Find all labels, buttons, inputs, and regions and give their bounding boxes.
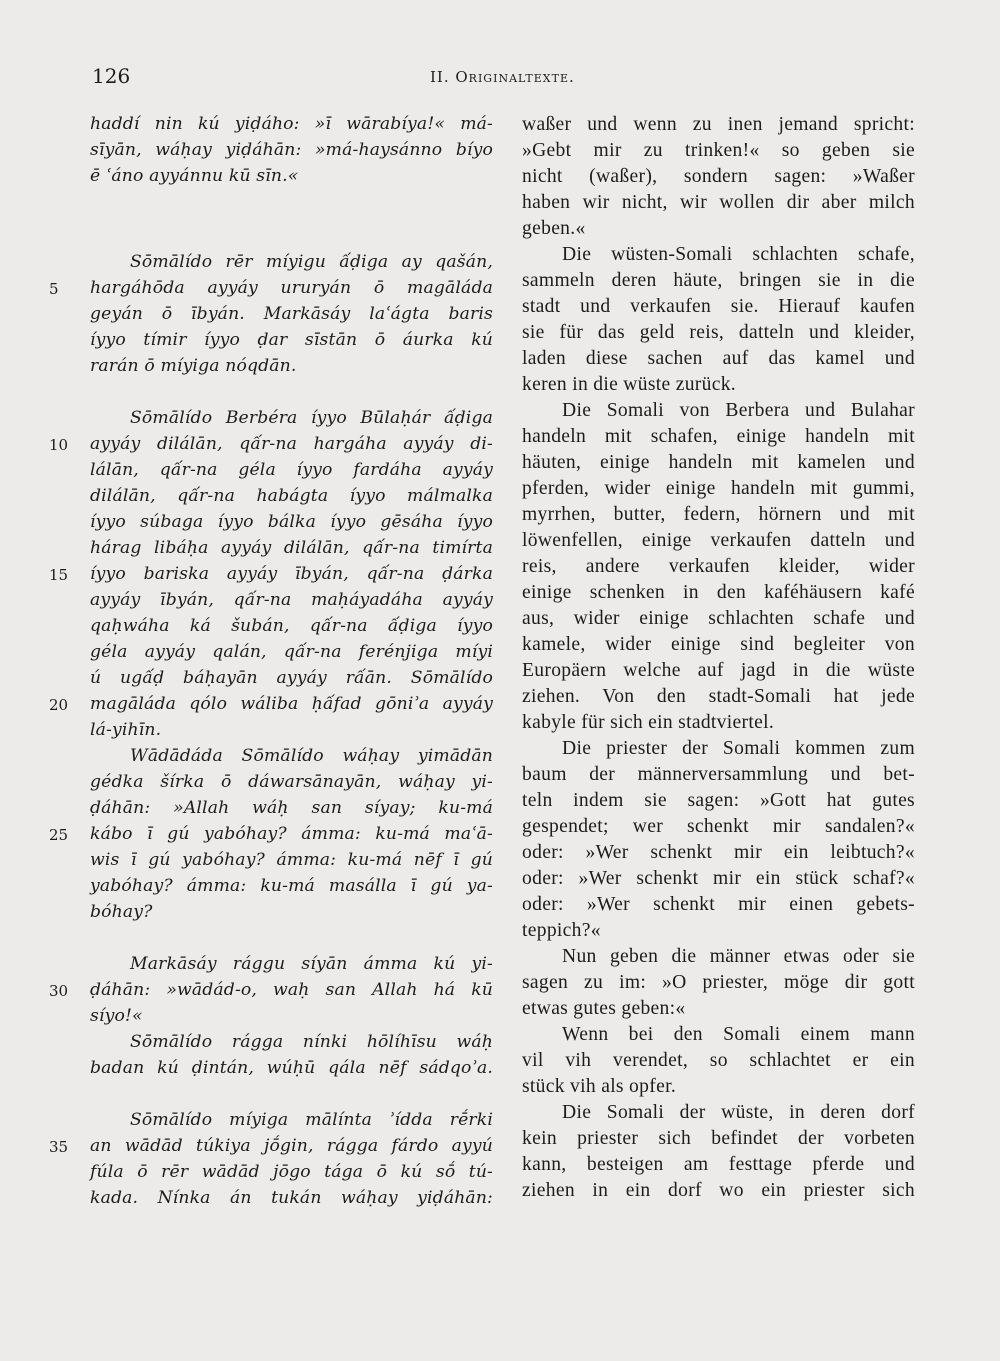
german-text-line: keren in die wüste zurück. (522, 374, 737, 395)
somali-text-line: íyyo tímir íyyo ḍar sīstān ō áurka kú (90, 330, 493, 350)
german-text-line: geben.« (522, 218, 586, 239)
somali-text-line: Sōmālído rēr míyigu ấḍiga ay qašán, (130, 252, 493, 272)
line-number: 10 (49, 436, 69, 454)
german-text-line: kein priester sich befindet der vorbeten (522, 1128, 915, 1149)
somali-text-line: rarán ō míyiga nóqdān. (90, 356, 297, 376)
german-text-line: oder: »Wer schenkt mir einen gebets- (522, 894, 915, 915)
german-text-line: ziehen. Von den stadt-Somali hat jede (522, 686, 915, 707)
somali-text-line: hargáhōda ayyáy ururyán ō magāláda (90, 278, 493, 298)
somali-text-line: Sōmālído Berbéra íyyo Būlaḥár ấḍiga (130, 408, 493, 428)
german-text-line: baum der männerversammlung und bet- (522, 764, 915, 785)
german-text-line: »Gebt mir zu trinken!« so geben sie (522, 140, 915, 161)
german-text-line: sammeln deren häute, bringen sie in die (522, 270, 915, 291)
somali-text-line: síyo!« (90, 1006, 143, 1026)
german-text-line: sagen zu im: »O priester, möge dir gott (522, 972, 915, 993)
german-text-line: myrrhen, butter, federn, hörnern und mit (522, 504, 915, 525)
german-text-line: haben wir nicht, wir wollen dir aber milch (522, 192, 915, 213)
somali-text-line: gédka šírka ō dáwarsānayān, wáḥay yi- (90, 772, 493, 792)
german-text-line: teppich?« (522, 920, 601, 941)
german-text-line: oder: »Wer schenkt mir ein leibtuch?« (522, 842, 915, 863)
line-number: 15 (49, 566, 69, 584)
somali-text-line: ē ʿáno ayyánnu kū sīn.« (90, 166, 299, 186)
german-text-line: teln indem sie sagen: »Gott hat gutes (522, 790, 915, 811)
somali-text-line: íyyo súbaga íyyo bálka íyyo gēsáha íyyo (90, 512, 493, 532)
german-text-line: ziehen in ein dorf wo ein priester sich (522, 1180, 915, 1201)
somali-text-line: ḍáhān: »Allah wáḥ san síyay; ku-má (90, 798, 493, 818)
somali-text-line: an wādād túkiya jṓgin, rágga fárdo ayyú (90, 1136, 493, 1156)
somali-text-line: haddí nin kú yiḍáho: »ī wārabíya!« má- (90, 114, 493, 134)
german-text-line: kamele, wider einige sind begleiter von (522, 634, 915, 655)
german-text-line: Die Somali der wüste, in deren dorf (562, 1102, 915, 1123)
german-text-line: Die Somali von Berbera und Bulahar (562, 400, 915, 421)
somali-text-line: qaḥwáha ká šubán, qấr-na ấḍiga íyyo (90, 616, 493, 636)
somali-text-line: geyán ō ībyán. Markāsáy laʿágta baris (90, 304, 493, 324)
german-text-line: sie für das geld reis, datteln und kleider, (522, 322, 915, 343)
german-text-line: pferden, wider einige handeln mit gummi, (522, 478, 915, 499)
german-text-line: vil vih verendet, so schlachtet er ein (522, 1050, 915, 1071)
german-text-line: etwas gutes geben:« (522, 998, 686, 1019)
german-text-line: löwenfellen, einige verkaufen datteln und (522, 530, 915, 551)
german-text-line: Die priester der Somali kommen zum (562, 738, 915, 759)
german-text-line: stadt und verkaufen sie. Hierauf kaufen (522, 296, 915, 317)
somali-text-line: hárag libáḥa ayyáy dilálān, qấr-na timírta (90, 538, 493, 558)
somali-text-line: bóhay? (90, 902, 153, 922)
somali-text-line: ú ugấḍ báḥayān ayyáy rấān. Sōmālído (90, 668, 493, 688)
german-text-line: aus, wider einige schlachten schafe und (522, 608, 915, 629)
german-text-line: Wenn bei den Somali einem mann (562, 1024, 915, 1045)
somali-text-line: kada. Nínka án tukán wáḥay yiḍáhān: (90, 1188, 493, 1208)
line-number: 25 (49, 826, 69, 844)
somali-text-line: lá-yihīn. (90, 720, 162, 740)
german-text-line: gespendet; wer schenkt mir sandalen?« (522, 816, 915, 837)
german-text-line: Nun geben die männer etwas oder sie (562, 946, 915, 967)
german-text-line: Europäern welche auf jagd in die wüste (522, 660, 915, 681)
german-text-line: häuten, einige handeln mit kamelen und (522, 452, 915, 473)
german-text-line: kabyle für sich ein stadtviertel. (522, 712, 775, 733)
somali-text-line: yabóhay? ámma: ku-má masálla ī gú ya- (90, 876, 493, 896)
somali-text-line: badan kú ḍintán, wúḥū qála nēf sádqoʾa. (90, 1058, 493, 1078)
german-text-line: handeln mit schafen, einige handeln mit (522, 426, 915, 447)
german-text-line: reis, andere verkaufen kleider, wider (522, 556, 915, 577)
somali-text-line: Wādādáda Sōmālído wáḥay yimādān (130, 746, 493, 766)
page-header (0, 64, 1000, 104)
somali-text-line: ḍáhān: »wādád-o, waḥ san Allah há kū (90, 980, 493, 1000)
german-text-line: oder: »Wer schenkt mir ein stück schaf?« (522, 868, 915, 889)
somali-text-line: sīyān, wáḥay yiḍáhān: »má-haysánno bíyo (90, 140, 493, 160)
somali-text-line: Sōmālído míyiga mālínta ʾídda rḗrki (130, 1110, 493, 1130)
somali-text-line: lálān, qấr-na géla íyyo fardáha ayyáy (90, 460, 493, 480)
german-text-line: kann, besteigen am festtage pferde und (522, 1154, 915, 1175)
german-text-line: Die wüsten-Somali schlachten schafe, (562, 244, 915, 265)
somali-text-line: dilálān, qấr-na habágta íyyo málmalka (90, 486, 493, 506)
page-number: 126 (92, 64, 131, 88)
somali-text-line: wis ī gú yabóhay? ámma: ku-má nēf ī gú (90, 850, 493, 870)
german-text-line: einige schenken in den kaféhäusern kafé (522, 582, 915, 603)
somali-text-line: géla ayyáy qalán, qấr-na ferénjiga míyi (90, 642, 493, 662)
line-number: 30 (49, 982, 69, 1000)
somali-text-line: Markāsáy rággu síyān ámma kú yi- (130, 954, 493, 974)
somali-text-line: fúla ō rēr wādād jōgo tága ō kú sṓ tú- (90, 1162, 493, 1182)
somali-text-line: ayyáy dilálān, qấr-na hargáha ayyáy di- (90, 434, 493, 454)
line-number: 20 (49, 696, 69, 714)
line-number: 35 (49, 1138, 69, 1156)
german-text-line: laden diese sachen auf das kamel und (522, 348, 915, 369)
somali-text-line: Sōmālído rágga nínki hōlíhīsu wáḥ (130, 1032, 493, 1052)
german-text-line: waßer und wenn zu inen jemand spricht: (522, 114, 915, 135)
line-number: 5 (49, 280, 59, 298)
somali-text-line: magāláda qólo wáliba ḥấfad gōniʾa ayyáy (90, 694, 493, 714)
german-text-line: stück vih als opfer. (522, 1076, 677, 1097)
running-head: II. Originaltexte. (430, 68, 575, 86)
somali-text-line: ayyáy ībyán, qấr-na maḥáyadáha ayyáy (90, 590, 493, 610)
german-text-line: nicht (waßer), sondern sagen: »Waßer (522, 166, 915, 187)
somali-text-line: íyyo bariska ayyáy ībyán, qấr-na ḍárka (90, 564, 493, 584)
somali-text-line: kábo ī gú yabóhay? ámma: ku-má maʿā- (90, 824, 493, 844)
